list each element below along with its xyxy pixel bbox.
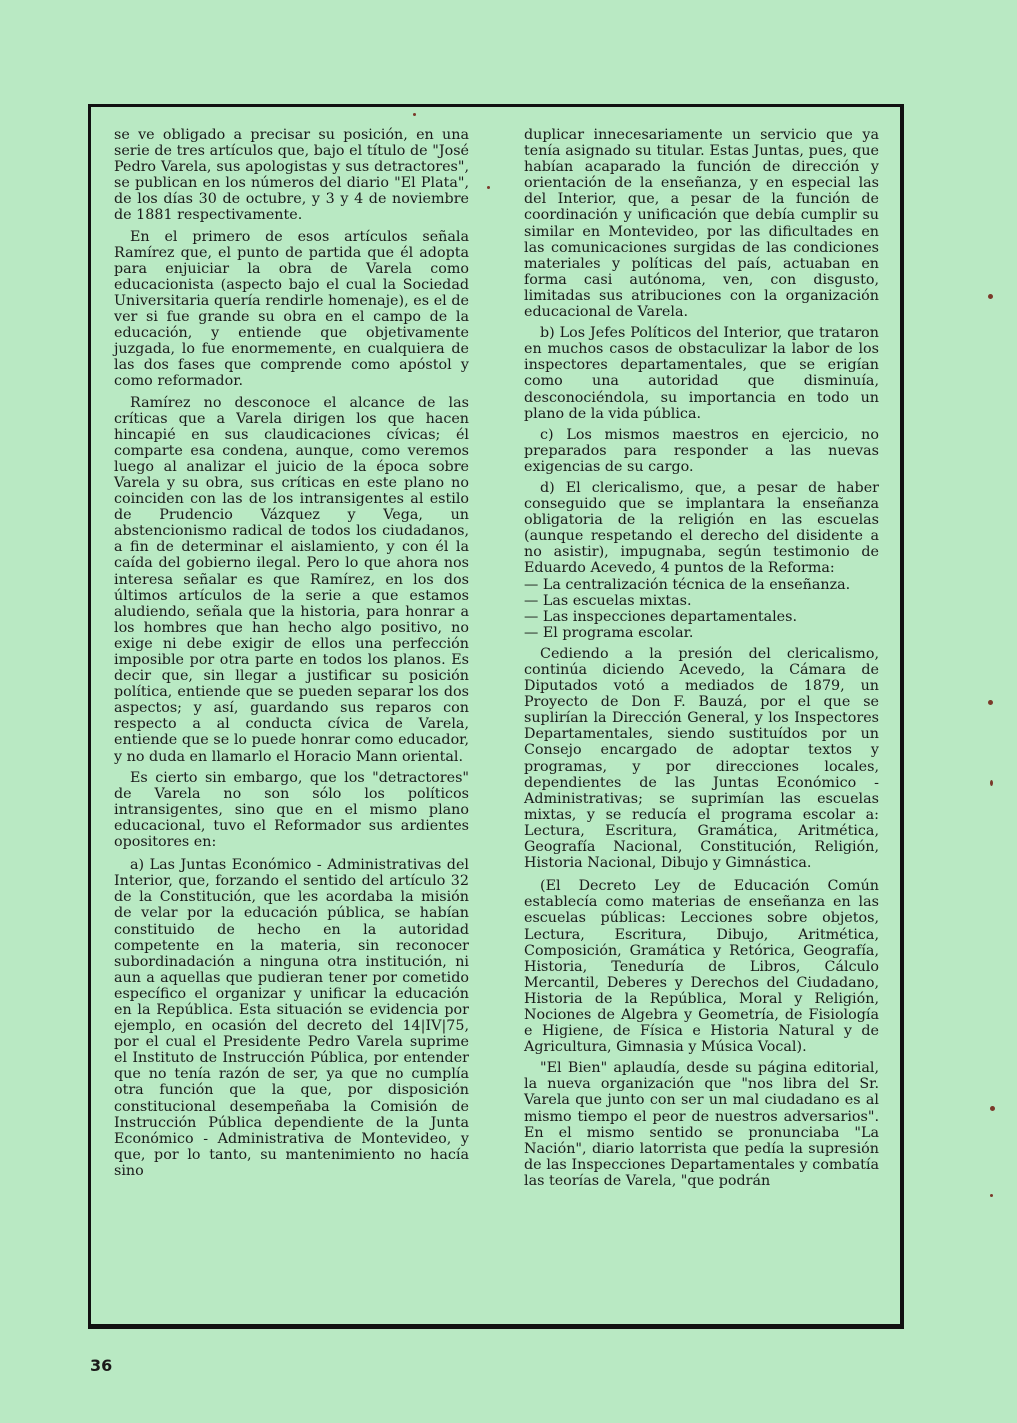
paragraph: duplicar innecesariamente un servicio que ya tenía asignado su titular. Estas Juntas, pues, que habían acaparado la función de dirección y orientación de la enseñanza, y en especial las del Interior, que, a pesar de la función de coordinación y unificación que debía cumplir su similar en Montevideo, por las dificultades en las comunicaciones surgidas de las condiciones materiales y políticas del país, actuaban en forma casi autónoma, ven, con disgusto, limitadas sus atribuciones con la organización educacional de Varela. [524,127,879,321]
margin-mark [990,780,993,786]
list-item: — Las escuelas mixtas. [524,592,692,609]
margin-mark [988,294,993,299]
list-item: — La centralización técnica de la enseñanza. [524,576,851,593]
paragraph: se ve obligado a precisar su posición, en una serie de tres artículos que, bajo el título de "José Pedro Varela, sus apologistas y sus detractores", se publican en los números del diario "El Plata", de los días 30 de octubre, y 3 y 4 de noviembre de 1881 respectivamente. [114,127,469,224]
paragraph: b) Los Jefes Políticos del Interior, que trataron en muchos casos de obstaculizar la labor de los inspectores departamentales, que se erigían como una autoridad que disminuía, desconociéndola, su importancia en todo un plano de la vida pública. [524,325,879,422]
paragraph: En el primero de esos artículos señala Ramírez que, el punto de partida que él adopta para enjuiciar la obra de Varela como educacionista (aspecto bajo el cual la Sociedad Universitaria quería rendirle homenaje), es el de ver si fue grande su obra en el campo de la educación, y entiende que objetivamente juzgada, lo fue enormemente, en cualquiera de las dos fases que comprende como apóstol y como reformador. [114,228,469,390]
margin-mark [487,186,490,189]
list-item: — Las inspecciones departamentales. [524,608,798,625]
margin-mark [988,700,993,705]
margin-mark [413,113,416,116]
paragraph: Es cierto sin embargo, que los "detractores" de Varela no son sólo los políticos intransigentes, sino que en el mismo plano educacional, tuvo el Reformador sus ardientes opositores en: [114,769,469,851]
margin-mark [990,1106,995,1111]
right-column [524,127,879,1194]
paragraph: a) Las Juntas Económico - Administrativas del Interior, que, forzando el sentido del artículo 32 de la Constitución, que les acordaba la misión de velar por la educación pública, se habían constituido de hecho en la autoridad competente en la materia, sin reconocer subordinadación a ninguna otra institución, ni aun a aquellas que pudieran tener por cometido específico el organizar y unificar la educación en la República. Esta situación se evidencia por ejemplo, en ocasión del decreto del 14|IV|75, por el cual el Presidente Pedro Varela suprime el Instituto de Instrucción Pública, por entender que no tenía razón de ser, ya que no cumplía otra función que la que, por disposición constitucional desempeñaba la Comisión de Instrucción Pública dependiente de la Junta Económico - Administrativa de Montevideo, y que, por lo tanto, su mantenimiento no hacía sino [114,857,469,1179]
paragraph: Cediendo a la presión del clericalismo, continúa diciendo Acevedo, la Cámara de Diputados votó a mediados de 1879, un Proyecto de Don F. Bauzá, por el que se suplirían la Dirección General, y los Inspectores Departamentales, siendo sustituídos por un Consejo encargado de adoptar textos y programas, y por direcciones locales, dependientes de las Juntas Económico - Administrativas; se suprimían las escuelas mixtas, y se reducía el programa escolar a: Lectura, Escritura, Gramática, Aritmética, Geografía Nacional, Constitución, Religión, Historia Nacional, Dibujo y Gimnástica. [524,645,879,872]
list-item: — El programa escolar. [524,624,694,641]
page-number: 36 [90,1356,113,1375]
left-column [114,127,469,1184]
paragraph: d) El clericalismo, que, a pesar de haber conseguido que se implantara la enseñanza obligatoria de la religión en las escuelas (aunque respetando el derecho del disidente a no asistir), impugnaba, según testimonio de Eduardo Acevedo, 4 puntos de la Reforma: [524,479,879,577]
paragraph: "El Bien" aplaudía, desde su página editorial, la nueva organización que "nos libra del Sr. Varela que junto con ser un mal ciudadano es al mismo tiempo el peor de nuestros adversarios". En el mismo sentido se pronunciaba "La Nación", diario latorrista que pedía la supresión de las Inspecciones Departamentales y combatía las teorías de Varela, "que podrán [524,1060,879,1189]
text-frame [88,104,904,1329]
paragraph: c) Los mismos maestros en ejercicio, no preparados para responder a las nuevas exigencias de su cargo. [524,426,879,475]
paragraph: (El Decreto Ley de Educación Común establecía como materias de enseñanza en las escuelas públicas: Lecciones sobre objetos, Lectura, Escritura, Dibujo, Aritmética, Composición, Gramática y Retórica, Geografía, Historia, Teneduría de Libros, Cálculo Mercantil, Deberes y Derechos del Ciudadano, Historia de la República, Moral y Religión, Nociones de Algebra y Geometría, de Fisiología e Higiene, de Física e Historia Natural y de Agricultura, Gimnasia y Música Vocal). [524,878,879,1056]
margin-mark [990,1194,993,1197]
paragraph: Ramírez no desconoce el alcance de las críticas que a Varela dirigen los que hacen hincapié en sus claudicaciones cívicas; él comparte esa condena, aunque, como veremos luego al analizar el juicio de la época sobre Varela y su obra, sus críticas en este plano no coinciden con las de los intransigentes al estilo de Prudencio Vázquez y Vega, un abstencionismo radical de todos los ciudadanos, a fin de determinar el aislamiento, y con él la caída del gobierno ilegal. Pero lo que ahora nos interesa señalar es que Ramírez, en los dos últimos artículos de la serie a que estamos aludiendo, señala que la historia, para honrar a los hombres que han hecho algo positivo, no exige ni debe exigir de ellos una perfección imposible por otra parte en todos los planos. Es decir que, sin llegar a justificar su posición política, entiende que se pueden separar los dos aspectos; y así, guardando sus reparos con respecto a al conducta cívica de Varela, entiende que se lo puede honrar como educador, y no duda en llamarlo el Horacio Mann oriental. [114,394,469,765]
